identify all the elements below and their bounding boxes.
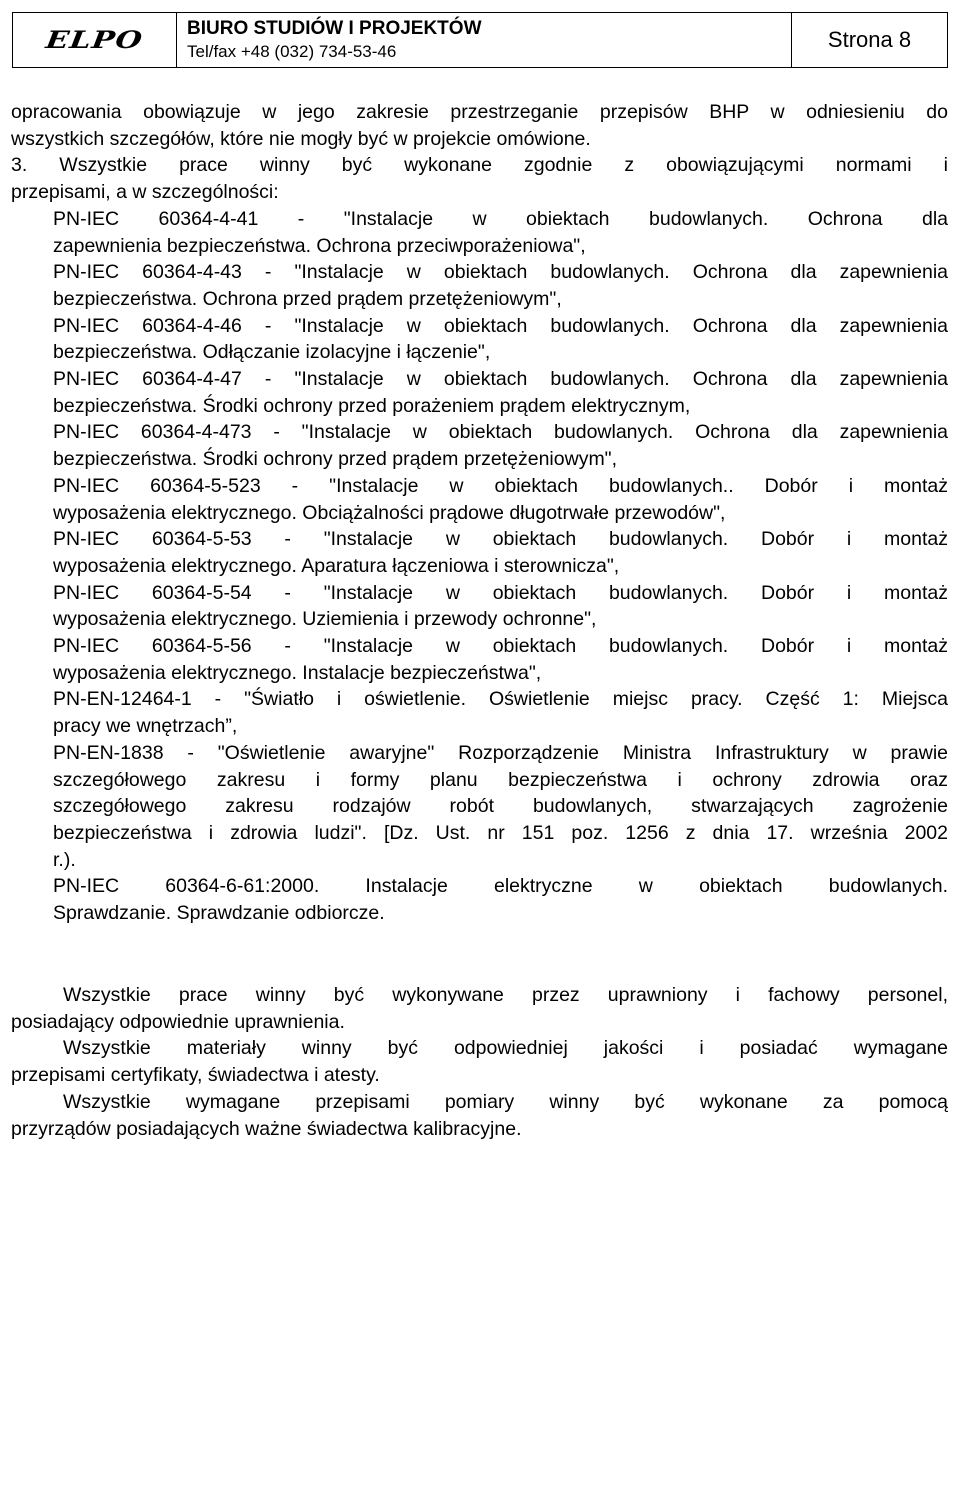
standard-line: PN-IEC 60364-5-56 - "Instalacje w obiektach budowlanych. Dobór i montaż: [53, 635, 948, 658]
standard-line: szczegółowego zakresu rodzajów robót budowlanych, stwarzających zagrożenie: [53, 795, 948, 818]
standard-item: [53, 473, 948, 526]
company-info: [177, 13, 792, 68]
standard-line: PN-EN-1838 - "Oświetlenie awaryjne" Rozporządzenie Ministra Infrastruktury w prawie: [53, 741, 948, 764]
company-name: BIURO STUDIÓW I PROJEKTÓW: [187, 18, 482, 39]
standards-list: [11, 206, 948, 927]
standard-line: PN-EN-12464-1 - "Światło i oświetlenie. Oświetlenie miejsc pracy. Część 1: Miejsca: [53, 688, 948, 711]
standard-item: [53, 686, 948, 739]
standard-line: wyposażenia elektrycznego. Obciążalności prądowe długotrwałe przewodów",: [53, 501, 726, 524]
standard-line: zapewnienia bezpieczeństwa. Ochrona przeciwporażeniowa",: [53, 234, 586, 257]
standard-line: bezpieczeństwa. Ochrona przed prądem przetężeniowym",: [53, 287, 562, 310]
closing-paragraph: [11, 1035, 948, 1088]
standard-line: PN-IEC 60364-4-41 - "Instalacje w obiektach budowlanych. Ochrona dla: [53, 207, 948, 230]
document-body: [11, 99, 948, 927]
standard-item: [53, 526, 948, 579]
standard-line: PN-IEC 60364-4-473 - "Instalacje w obiektach budowlanych. Ochrona dla zapewnienia: [53, 421, 948, 444]
standard-line: PN-IEC 60364-5-54 - "Instalacje w obiektach budowlanych. Dobór i montaż: [53, 581, 948, 604]
closing-line: przyrządów posiadających ważne świadectwa kalibracyjne.: [11, 1117, 522, 1140]
logo-cell: [13, 13, 177, 68]
standard-item: [53, 633, 948, 686]
standard-line: bezpieczeństwa i zdrowia ludzi". [Dz. Ust. nr 151 poz. 1256 z dnia 17. września 2002: [53, 821, 948, 844]
standard-line: Sprawdzanie. Sprawdzanie odbiorcze.: [53, 902, 385, 925]
standard-line: wyposażenia elektrycznego. Instalacje bezpieczeństwa",: [53, 661, 542, 684]
standard-line: PN-IEC 60364-5-523 - "Instalacje w obiektach budowlanych.. Dobór i montaż: [53, 474, 948, 497]
standard-line: PN-IEC 60364-6-61:2000. Instalacje elektryczne w obiektach budowlanych.: [53, 875, 948, 898]
standard-item-pn-en-1838: [53, 740, 948, 874]
intro-line: opracowania obowiązuje w jego zakresie przestrzeganie przepisów BHP w odniesieniu do: [11, 101, 948, 123]
standard-line: szczegółowego zakresu i formy planu bezpieczeństwa i ochrony zdrowia oraz: [53, 768, 948, 791]
standard-line: bezpieczeństwa. Odłączanie izolacyjne i łączenie",: [53, 341, 491, 364]
standard-line: PN-IEC 60364-4-43 - "Instalacje w obiektach budowlanych. Ochrona dla zapewnienia: [53, 261, 948, 284]
intro-line: wszystkich szczegółów, które nie mogły być w projekcie omówione.: [11, 127, 591, 150]
closing-line: przepisami certyfikaty, świadectwa i atesty.: [11, 1064, 380, 1087]
standard-line: PN-IEC 60364-5-53 - "Instalacje w obiektach budowlanych. Dobór i montaż: [53, 528, 948, 551]
standard-item: [53, 313, 948, 366]
header-table: [12, 12, 948, 68]
closing-paragraph: [11, 982, 948, 1035]
standard-item: [53, 419, 948, 472]
closing-line: posiadający odpowiednie uprawnienia.: [11, 1010, 345, 1033]
company-logo: ELPO: [44, 26, 145, 54]
standard-line: bezpieczeństwa. Środki ochrony przed prądem przetężeniowym",: [53, 448, 618, 471]
item-3-line: przepisami, a w szczególności:: [11, 181, 279, 204]
standard-line: wyposażenia elektrycznego. Uziemienia i przewody ochronne",: [53, 608, 597, 631]
standard-item: [53, 366, 948, 419]
standard-item: [53, 259, 948, 312]
standard-line: bezpieczeństwa. Środki ochrony przed porażeniem prądem elektrycznym,: [53, 394, 691, 417]
standard-line: wyposażenia elektrycznego. Aparatura łączeniowa i sterownicza",: [53, 554, 620, 577]
closing-section: [11, 982, 948, 1142]
closing-line: Wszystkie prace winny być wykonywane przez uprawniony i fachowy personel,: [63, 984, 948, 1006]
standard-line: PN-IEC 60364-4-47 - "Instalacje w obiektach budowlanych. Ochrona dla zapewnienia: [53, 368, 948, 391]
closing-line: Wszystkie materiały winny być odpowiedniej jakości i posiadać wymagane: [63, 1037, 948, 1060]
item-3-line: 3. Wszystkie prace winny być wykonane zgodnie z obowiązującymi normami i: [11, 154, 948, 177]
standard-line: pracy we wnętrzach”,: [53, 715, 238, 738]
standard-line: r.).: [53, 848, 76, 871]
closing-paragraph: [11, 1089, 948, 1142]
closing-line: Wszystkie wymagane przepisami pomiary winny być wykonane za pomocą: [63, 1090, 948, 1113]
page-number: Strona 8: [792, 13, 948, 68]
company-phone: Tel/fax +48 (032) 734-53-46: [187, 42, 397, 61]
standard-line: PN-IEC 60364-4-46 - "Instalacje w obiektach budowlanych. Ochrona dla zapewnienia: [53, 314, 948, 337]
standard-item-pn-iec-60364-6-61: [53, 873, 948, 926]
standard-item: [53, 580, 948, 633]
standard-item: [53, 206, 948, 259]
page-header: [12, 12, 948, 72]
